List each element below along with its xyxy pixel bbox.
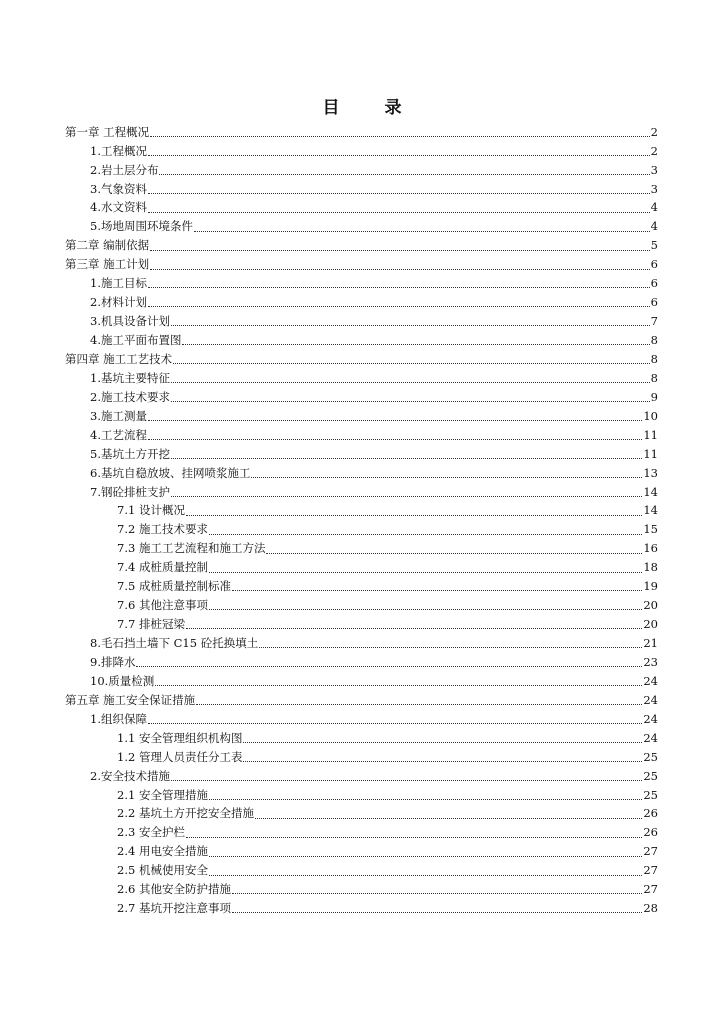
toc-entry-label: 3.施工测量 [90,408,147,423]
toc-entry-page-number: 26 [643,806,658,821]
toc-entry[interactable] [0,161,724,180]
toc-entry-page-number: 20 [643,617,658,632]
toc-entry-page-number: 9 [650,389,658,404]
toc-dot-leader [259,647,642,648]
toc-entry-label: 7.5 成桩质量控制标准 [117,579,231,594]
toc-entry[interactable] [0,256,724,275]
toc-entry-page-number: 6 [650,257,658,272]
toc-entry[interactable] [0,199,724,218]
toc-entry[interactable] [0,312,724,331]
toc-entry[interactable] [0,672,724,691]
toc-entry-page-number: 8 [650,351,658,366]
toc-dot-leader [171,401,650,402]
toc-dot-leader [232,590,642,591]
toc-entry[interactable] [0,407,724,426]
toc-entry-page-number: 8 [650,333,658,348]
toc-dot-leader [171,780,642,781]
toc-dot-leader [243,742,642,743]
toc-entry-page-number: 24 [643,673,658,688]
toc-dot-leader [209,609,642,610]
toc-entry-label: 10.质量检测 [90,673,155,688]
toc-entry-label: 第四章 施工工艺技术 [65,351,173,366]
toc-entry-label: 第二章 编制依据 [65,238,150,253]
toc-entry-page-number: 15 [643,522,658,537]
toc-dot-leader [148,723,642,724]
toc-dot-leader [171,496,642,497]
toc-entry-page-number: 20 [643,598,658,613]
toc-entry[interactable] [0,275,724,294]
toc-entry[interactable] [0,615,724,634]
toc-entry[interactable] [0,426,724,445]
toc-entry-label: 第五章 施工安全保证措施 [65,692,196,707]
toc-entry-page-number: 6 [650,276,658,291]
toc-entry-page-number: 2 [650,124,658,139]
toc-entry[interactable] [0,862,724,881]
toc-entry[interactable] [0,464,724,483]
toc-entry-page-number: 24 [643,692,658,707]
toc-dot-leader [150,250,650,251]
toc-entry-label: 1.基坑主要特征 [90,370,170,385]
toc-entry-label: 1.2 管理人员责任分工表 [117,749,243,764]
toc-dot-leader [255,818,642,819]
toc-entry-page-number: 16 [643,541,658,556]
toc-entry-label: 7.4 成桩质量控制 [117,560,208,575]
toc-entry[interactable] [0,653,724,672]
toc-entry-page-number: 21 [643,636,658,651]
toc-entry[interactable] [0,578,724,597]
toc-entry-page-number: 28 [643,901,658,916]
toc-entry-label: 5.基坑土方开挖 [90,446,170,461]
toc-entry[interactable] [0,540,724,559]
toc-dot-leader [209,799,642,800]
toc-entry-label: 2.3 安全护栏 [117,825,185,840]
toc-entry-page-number: 27 [643,863,658,878]
toc-entry-page-number: 3 [650,181,658,196]
toc-dot-leader [209,875,642,876]
toc-entry[interactable] [0,521,724,540]
toc-entry-page-number: 3 [650,162,658,177]
toc-dot-leader [194,231,650,232]
toc-dot-leader [209,572,642,573]
toc-dot-leader [209,856,642,857]
toc-entry-page-number: 8 [650,370,658,385]
toc-entry[interactable] [0,634,724,653]
toc-entry-label: 7.3 施工工艺流程和施工方法 [117,541,266,556]
toc-entry-label: 6.基坑自稳放坡、挂网喷浆施工 [90,465,251,480]
toc-dot-leader [182,344,649,345]
toc-entry-page-number: 19 [643,579,658,594]
toc-dot-leader [171,458,642,459]
toc-entry[interactable] [0,331,724,350]
toc-dot-leader [148,439,642,440]
toc-entry[interactable] [0,881,724,900]
toc-entry-label: 2.4 用电安全措施 [117,844,208,859]
toc-dot-leader [251,477,642,478]
toc-entry[interactable] [0,293,724,312]
toc-entry[interactable] [0,350,724,369]
toc-entry[interactable] [0,899,724,918]
toc-entry-label: 9.排降水 [90,654,136,669]
toc-entry-label: 第三章 施工计划 [65,257,150,272]
toc-entry-page-number: 23 [643,654,658,669]
table-of-contents [0,123,724,918]
toc-entry[interactable] [0,824,724,843]
toc-dot-leader [232,893,642,894]
toc-entry[interactable] [0,710,724,729]
toc-entry-label: 1.施工目标 [90,276,147,291]
toc-entry-label: 2.施工技术要求 [90,389,170,404]
toc-entry-page-number: 25 [643,749,658,764]
toc-dot-leader [159,174,649,175]
toc-entry-page-number: 14 [643,484,658,499]
toc-dot-leader [171,382,650,383]
toc-dot-leader [186,837,642,838]
toc-entry-page-number: 24 [643,730,658,745]
toc-entry-page-number: 25 [643,787,658,802]
toc-entry[interactable] [0,218,724,237]
toc-entry-label: 2.2 基坑土方开挖安全措施 [117,806,254,821]
toc-dot-leader [148,420,642,421]
toc-entry-label: 7.钢砼排桩支护 [90,484,170,499]
toc-entry-label: 5.场地周围环境条件 [90,219,193,234]
toc-entry-label: 7.1 设计概况 [117,503,185,518]
toc-dot-leader [148,287,650,288]
toc-entry-label: 2.7 基坑开挖注意事项 [117,901,231,916]
toc-dot-leader [171,325,650,326]
toc-entry[interactable] [0,237,724,256]
toc-dot-leader [186,515,642,516]
toc-entry-label: 3.气象资料 [90,181,147,196]
toc-entry-page-number: 27 [643,844,658,859]
toc-entry[interactable] [0,123,724,142]
toc-entry[interactable] [0,843,724,862]
toc-entry-label: 2.6 其他安全防护措施 [117,882,231,897]
toc-entry[interactable] [0,786,724,805]
toc-entry[interactable] [0,483,724,502]
toc-entry-label: 2.材料计划 [90,295,147,310]
toc-entry-label: 8.毛石挡土墙下 C15 砼托换填土 [90,636,259,651]
toc-entry-label: 1.工程概况 [90,143,147,158]
toc-dot-leader [148,193,650,194]
toc-entry-page-number: 11 [643,427,658,442]
toc-entry-label: 7.7 排桩冠梁 [117,617,185,632]
toc-entry-page-number: 2 [650,143,658,158]
toc-entry[interactable] [0,596,724,615]
toc-dot-leader [266,553,642,554]
toc-entry-page-number: 11 [643,446,658,461]
toc-entry[interactable] [0,691,724,710]
toc-entry-page-number: 24 [643,711,658,726]
toc-dot-leader [136,666,642,667]
toc-entry[interactable] [0,369,724,388]
toc-entry[interactable] [0,767,724,786]
toc-dot-leader [243,761,642,762]
toc-entry[interactable] [0,729,724,748]
toc-entry-page-number: 14 [643,503,658,518]
toc-entry-page-number: 5 [650,238,658,253]
toc-entry-label: 2.5 机械使用安全 [117,863,208,878]
toc-dot-leader [148,306,650,307]
toc-entry[interactable] [0,559,724,578]
toc-entry[interactable] [0,142,724,161]
toc-entry-page-number: 4 [650,219,658,234]
toc-entry-page-number: 7 [650,314,658,329]
toc-entry-page-number: 26 [643,825,658,840]
toc-entry-label: 4.施工平面布置图 [90,333,182,348]
toc-entry[interactable] [0,805,724,824]
toc-entry-page-number: 13 [643,465,658,480]
toc-entry-label: 1.组织保障 [90,711,147,726]
toc-dot-leader [209,534,642,535]
toc-entry[interactable] [0,748,724,767]
toc-dot-leader [232,912,642,913]
toc-dot-leader [196,704,642,705]
toc-title: 目 录 [322,98,416,118]
toc-entry-page-number: 27 [643,882,658,897]
toc-entry-page-number: 6 [650,295,658,310]
toc-dot-leader [148,212,650,213]
toc-entry-label: 4.水文资料 [90,200,147,215]
toc-entry[interactable] [0,502,724,521]
toc-entry[interactable] [0,445,724,464]
toc-entry-label: 1.1 安全管理组织机构图 [117,730,243,745]
toc-dot-leader [173,363,650,364]
toc-entry[interactable] [0,388,724,407]
toc-entry-page-number: 18 [643,560,658,575]
toc-dot-leader [150,269,650,270]
toc-dot-leader [150,136,650,137]
toc-entry-page-number: 10 [643,408,658,423]
toc-entry-label: 2.安全技术措施 [90,768,170,783]
toc-entry-label: 7.6 其他注意事项 [117,598,208,613]
toc-entry-label: 2.1 安全管理措施 [117,787,208,802]
toc-entry-label: 7.2 施工技术要求 [117,522,208,537]
toc-entry-label: 第一章 工程概况 [65,124,150,139]
toc-entry-page-number: 4 [650,200,658,215]
toc-entry-page-number: 25 [643,768,658,783]
toc-entry-label: 2.岩土层分布 [90,162,159,177]
toc-dot-leader [148,155,650,156]
toc-dot-leader [155,685,642,686]
toc-dot-leader [186,628,642,629]
toc-entry-label: 3.机具设备计划 [90,314,170,329]
toc-entry[interactable] [0,180,724,199]
toc-entry-label: 4.工艺流程 [90,427,147,442]
